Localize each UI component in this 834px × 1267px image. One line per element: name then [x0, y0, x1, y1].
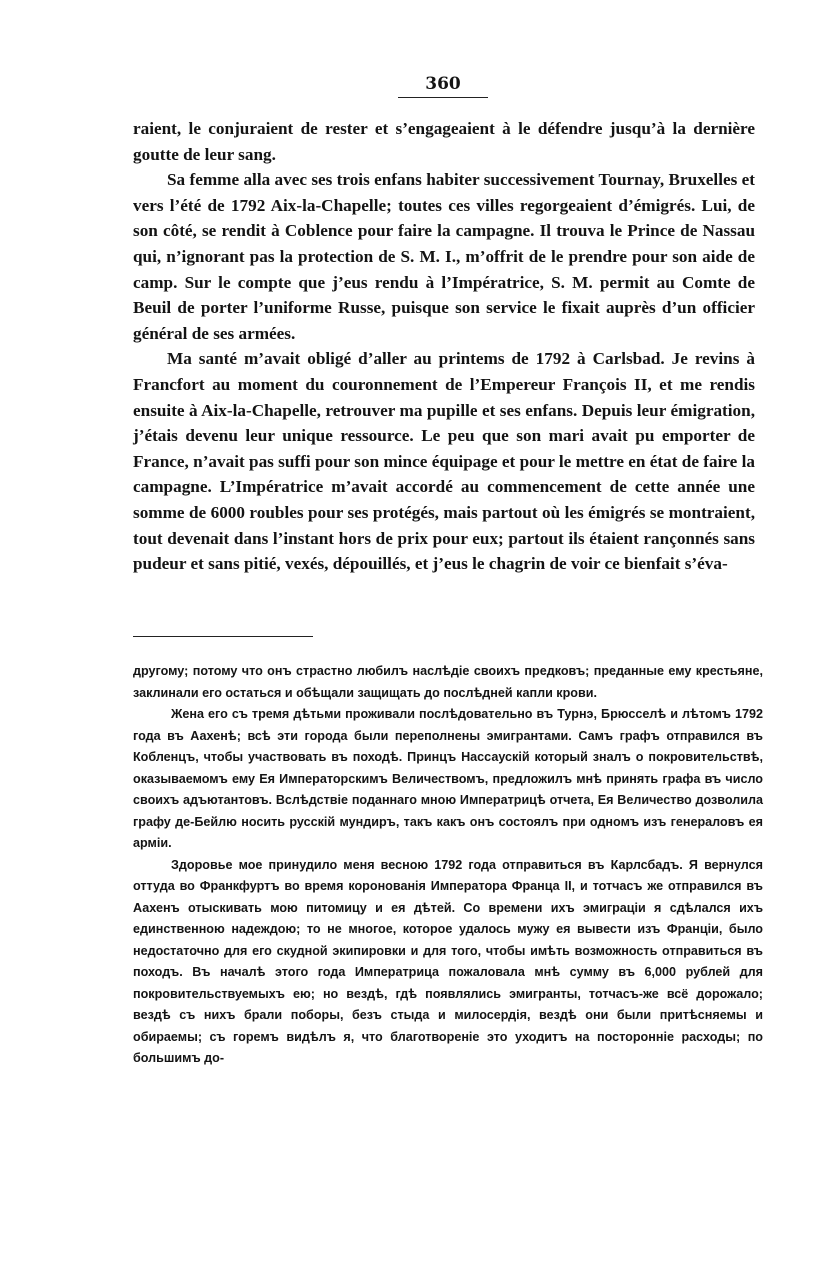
footnote-paragraph-2: Жена его съ тремя дѣтьми проживали послѣдовательно въ Турнэ, Брюсселѣ и лѣтомъ 1792 года въ Аахенѣ; всѣ эти города были переполнены эмигрантами. Самъ графъ отправился въ Кобленцъ, чтобы участвовать въ походѣ. Принцъ Нассаускій который зналъ о покровительствѣ, оказываемомъ ему Ея Императорскимъ Величествомъ, предложилъ мнѣ принять графа въ число своихъ адъютантовъ. Вслѣдствіе поданнаго мною Императрицѣ отчета, Ея Величество дозволила графу де-Бейлю носить русскій мундиръ, такъ какъ онъ состоялъ при одномъ изъ генераловъ ея арміи. — [133, 707, 763, 850]
footnote-text-russian — [133, 661, 763, 1070]
main-paragraph-2: Sa femme alla avec ses trois enfans habiter successivement Tournay, Bruxelles et vers l’été de 1792 Aix-la-Chapelle; toutes ces villes regorgeaient d’émigrés. Lui, de son côté, se rendit à Coblence pour faire la campagne. Il trouva le Prince de Nassau qui, n’ignorant pas la protection de S. M. I., m’offrit de le prendre pour son aide de camp. Sur le compte que j’eus rendu à l’Impératrice, S. M. permit au Comte de Beuil de porter l’uniforme Russe, puisque son service le fixait auprès d’un officier général de ses armées. — [133, 170, 755, 343]
footnote-separator — [133, 636, 313, 637]
footnote-paragraph-1: другому; потому что онъ страстно любилъ наслѣдіе своихъ предковъ; преданные ему крестьяне, заклинали его остаться и обѣщали защищать до послѣдней капли крови. — [133, 664, 763, 700]
page-number-rule — [398, 97, 488, 98]
footnote-paragraph-3: Здоровье мое принудило меня весною 1792 года отправиться въ Карлсбадъ. Я вернулся оттуда во Франкфуртъ во время коронованія Императора Франца II, и тотчасъ же отправился въ Аахенъ отыскивать мою питомицу и ея дѣтей. Со времени ихъ эмиграціи я сдѣлался ихъ единственною надеждою; то не многое, которое удалось мужу ея вывести изъ Франціи, было недостаточно для его скудной экипировки и для того, чтобы имѣть возможность отправиться въ походъ. Въ началѣ этого года Императрица пожаловала мнѣ сумму въ 6,000 рублей для покровительствуемыхъ ею; но вездѣ, гдѣ появлялись эмигранты, тотчасъ-же всё дорожало; вездѣ съ нихъ брали поборы, безъ стыда и милосердія, вездѣ они были притѣсняемы и обираемы; съ горемъ видѣлъ я, что благотвореніе это уходитъ на посторонніе расходы; по большимъ до- — [133, 857, 763, 1065]
main-text-french — [133, 116, 755, 577]
main-paragraph-1: raient, le conjuraient de rester et s’engageaient à le défendre jusqu’à la dernière goutte de leur sang. — [133, 119, 755, 164]
main-paragraph-3: Ma santé m’avait obligé d’aller au printems de 1792 à Carlsbad. Je revins à Francfort au moment du couronnement de l’Empereur François II, et me rendis ensuite à Aix-la-Chapelle, retrouver ma pupille et ses enfans. Depuis leur émigration, j’étais devenu leur unique ressource. Le peu que son mari avait pu emporter de France, n’avait pas suffi pour son mince équipage et pour le mettre en état de faire la campagne. L’Impératrice m’avait accordé au commencement de cette année une somme de 6000 roubles pour ses protégés, mais partout où les émigrés se montraient, tout devenait dans l’instant hors de prix pour eux; partout ils étaient rançonnés sans pudeur et sans pitié, vexés, dépouillés, et j’eus le chagrin de voir ce bienfait s’éva- — [133, 349, 755, 574]
page-number: 360 — [425, 74, 461, 94]
